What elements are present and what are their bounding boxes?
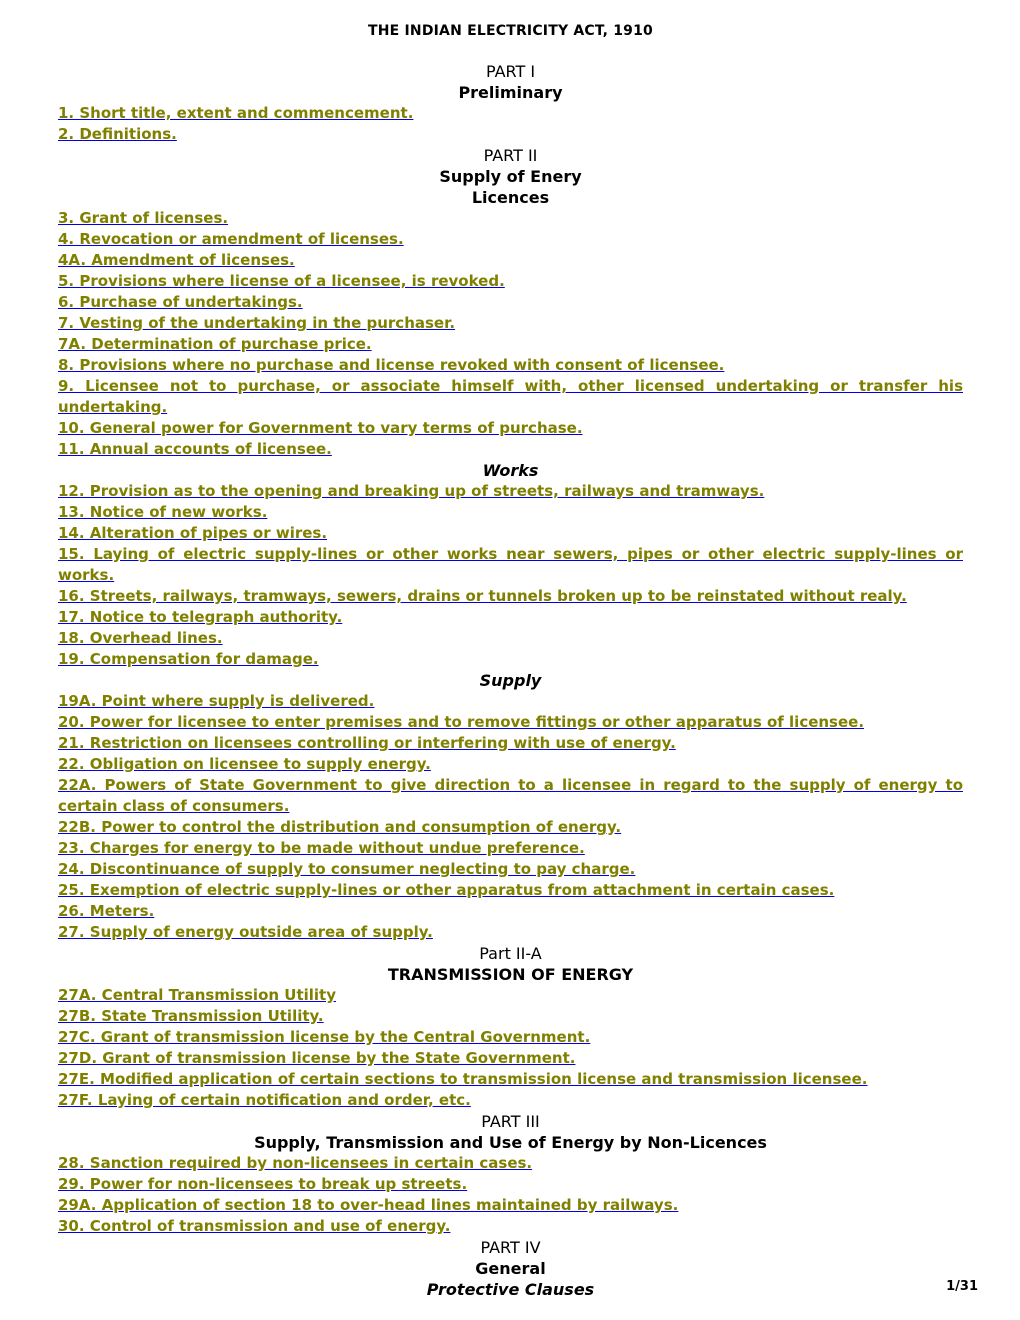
toc-link[interactable] [58,314,455,332]
toc-link[interactable] [58,1070,867,1088]
document-title: THE INDIAN ELECTRICITY ACT, 1910 [367,23,653,39]
toc-link[interactable] [58,482,764,500]
toc-entry [58,691,963,712]
toc [58,61,963,1300]
toc-entry [58,607,963,628]
toc-entry [58,376,963,418]
toc-entry [58,334,963,355]
toc-entry [58,1195,963,1216]
section-heading: PART II [483,146,538,165]
toc-link-label: 9. Licensee not to purchase, or associate himself with, other licensed undertaking or transfer his undertaking. [58,377,963,416]
toc-link[interactable] [58,545,963,584]
section-heading: Works [482,461,539,480]
toc-link-label: 2. Definitions. [58,125,177,143]
toc-link[interactable] [58,209,228,227]
toc-entry [58,1153,963,1174]
toc-link-label: 29. Power for non-licensees to break up streets. [58,1175,468,1193]
toc-link-label: 18. Overhead lines. [58,629,223,647]
toc-link-label: 19A. Point where supply is delivered. [58,692,375,710]
toc-entry [58,481,963,502]
toc-link[interactable] [58,419,583,437]
section-heading: Protective Clauses [426,1280,595,1299]
toc-link-label: 4. Revocation or amendment of licenses. [58,230,404,248]
toc-link[interactable] [58,251,295,269]
toc-entry [58,103,963,124]
toc-link[interactable] [58,1217,450,1235]
toc-link-label: 27F. Laying of certain notification and order, etc. [58,1091,471,1109]
toc-link-label: 23. Charges for energy to be made without undue preference. [58,839,585,857]
toc-link[interactable] [58,986,336,1004]
section-heading: PART III [481,1112,540,1131]
toc-link[interactable] [58,125,177,143]
toc-link[interactable] [58,1175,467,1193]
toc-link[interactable] [58,1049,575,1067]
toc-entry [58,1216,963,1237]
toc-link-label: 15. Laying of electric supply-lines or other works near sewers, pipes or other electric supply-lines or works. [58,545,963,584]
toc-entry [58,292,963,313]
toc-link-label: 27B. State Transmission Utility. [58,1007,324,1025]
toc-entry [58,250,963,271]
toc-entry [58,124,963,145]
toc-link[interactable] [58,1091,471,1109]
toc-entry [58,418,963,439]
toc-entry [58,1027,963,1048]
section-heading: Supply [479,671,542,690]
section-heading: TRANSMISSION OF ENERGY [387,965,634,984]
section-heading: Supply, Transmission and Use of Energy by Non-Licences [254,1133,767,1152]
toc-link[interactable] [58,923,433,941]
toc-link-label: 21. Restriction on licensees controlling or interfering with use of energy. [58,734,676,752]
section-heading: Supply of Enery [439,167,582,186]
toc-link[interactable] [58,650,319,668]
toc-link-label: 4A. Amendment of licenses. [58,251,295,269]
toc-link[interactable] [58,818,621,836]
toc-entry [58,628,963,649]
toc-link-label: 11. Annual accounts of licensee. [58,440,332,458]
toc-link[interactable] [58,587,907,605]
toc-entry [58,712,963,733]
toc-link-label: 10. General power for Government to vary terms of purchase. [58,419,583,437]
toc-link[interactable] [58,860,635,878]
toc-entry [58,1048,963,1069]
toc-link[interactable] [58,503,267,521]
toc-link[interactable] [58,755,431,773]
toc-entry [58,502,963,523]
toc-link-label: 17. Notice to telegraph authority. [58,608,343,626]
toc-link[interactable] [58,839,585,857]
toc-link-label: 26. Meters. [58,902,155,920]
toc-link-label: 20. Power for licensee to enter premises and to remove fittings or other apparatus of licensee. [58,713,865,731]
toc-link[interactable] [58,272,505,290]
toc-entry [58,649,963,670]
section-heading: Preliminary [458,83,563,102]
toc-link-label: 30. Control of transmission and use of energy. [58,1217,451,1235]
toc-link-label: 22A. Powers of State Government to give direction to a licensee in regard to the supply of energy to certain class of consumers. [58,776,963,815]
toc-link-label: 6. Purchase of undertakings. [58,293,303,311]
toc-link[interactable] [58,440,332,458]
toc-link-label: 3. Grant of licenses. [58,209,229,227]
section-heading: PART I [485,62,536,81]
section-heading: Part II-A [479,944,542,963]
toc-entry [58,1006,963,1027]
toc-link-label: 29A. Application of section 18 to over-head lines maintained by railways. [58,1196,679,1214]
toc-link-label: 28. Sanction required by non-licensees in certain cases. [58,1154,533,1172]
toc-link[interactable] [58,608,342,626]
toc-entry [58,586,963,607]
toc-link-label: 12. Provision as to the opening and breaking up of streets, railways and tramways. [58,482,765,500]
toc-link-label: 13. Notice of new works. [58,503,268,521]
toc-entry [58,901,963,922]
toc-link-label: 27D. Grant of transmission license by the State Government. [58,1049,576,1067]
toc-entry [58,439,963,460]
toc-link[interactable] [58,356,724,374]
toc-link[interactable] [58,293,303,311]
toc-entry [58,817,963,838]
toc-link[interactable] [58,377,963,416]
toc-entry [58,838,963,859]
section-heading: General [475,1259,546,1278]
toc-link[interactable] [58,881,834,899]
toc-link[interactable] [58,1196,678,1214]
toc-entry [58,733,963,754]
toc-link[interactable] [58,104,413,122]
toc-entry [58,859,963,880]
toc-entry [58,775,963,817]
toc-entry [58,271,963,292]
toc-link[interactable] [58,1154,532,1172]
toc-entry [58,544,963,586]
toc-link[interactable] [58,629,223,647]
toc-link[interactable] [58,1028,590,1046]
toc-entry [58,754,963,775]
toc-link-label: 7. Vesting of the undertaking in the purchaser. [58,314,456,332]
toc-link-label: 27. Supply of energy outside area of supply. [58,923,433,941]
toc-entry [58,985,963,1006]
toc-link[interactable] [58,692,374,710]
toc-link[interactable] [58,776,963,815]
toc-entry [58,208,963,229]
toc-link-label: 27C. Grant of transmission license by the Central Government. [58,1028,591,1046]
toc-link-label: 16. Streets, railways, tramways, sewers, drains or tunnels broken up to be reinstated without realy. [58,587,907,605]
toc-entry [58,1069,963,1090]
toc-link-label: 24. Discontinuance of supply to consumer neglecting to pay charge. [58,860,636,878]
toc-link-label: 27E. Modified application of certain sections to transmission license and transmission licensee. [58,1070,868,1088]
section-heading: PART IV [480,1238,541,1257]
toc-link-label: 14. Alteration of pipes or wires. [58,524,328,542]
toc-entry [58,355,963,376]
toc-link[interactable] [58,1007,324,1025]
toc-entry [58,1174,963,1195]
page-number: 1/31 [946,1279,978,1294]
section-heading: Licences [471,188,550,207]
toc-link-label: 27A. Central Transmission Utility [58,986,337,1004]
toc-entry [58,229,963,250]
toc-link[interactable] [58,902,154,920]
toc-entry [58,523,963,544]
toc-entry [58,1090,963,1111]
toc-entry [58,922,963,943]
toc-link-label: 7A. Determination of purchase price. [58,335,372,353]
toc-link[interactable] [58,335,372,353]
toc-entry [58,313,963,334]
toc-link-label: 1. Short title, extent and commencement. [58,104,414,122]
toc-link[interactable] [58,713,864,731]
toc-link-label: 22. Obligation on licensee to supply energy. [58,755,431,773]
toc-link-label: 22B. Power to control the distribution and consumption of energy. [58,818,622,836]
toc-link-label: 5. Provisions where license of a licensee, is revoked. [58,272,505,290]
toc-link[interactable] [58,230,404,248]
toc-entry [58,880,963,901]
toc-link[interactable] [58,524,327,542]
toc-link[interactable] [58,734,676,752]
toc-link-label: 25. Exemption of electric supply-lines or other apparatus from attachment in certain cases. [58,881,835,899]
toc-link-label: 8. Provisions where no purchase and license revoked with consent of licensee. [58,356,725,374]
toc-link-label: 19. Compensation for damage. [58,650,319,668]
